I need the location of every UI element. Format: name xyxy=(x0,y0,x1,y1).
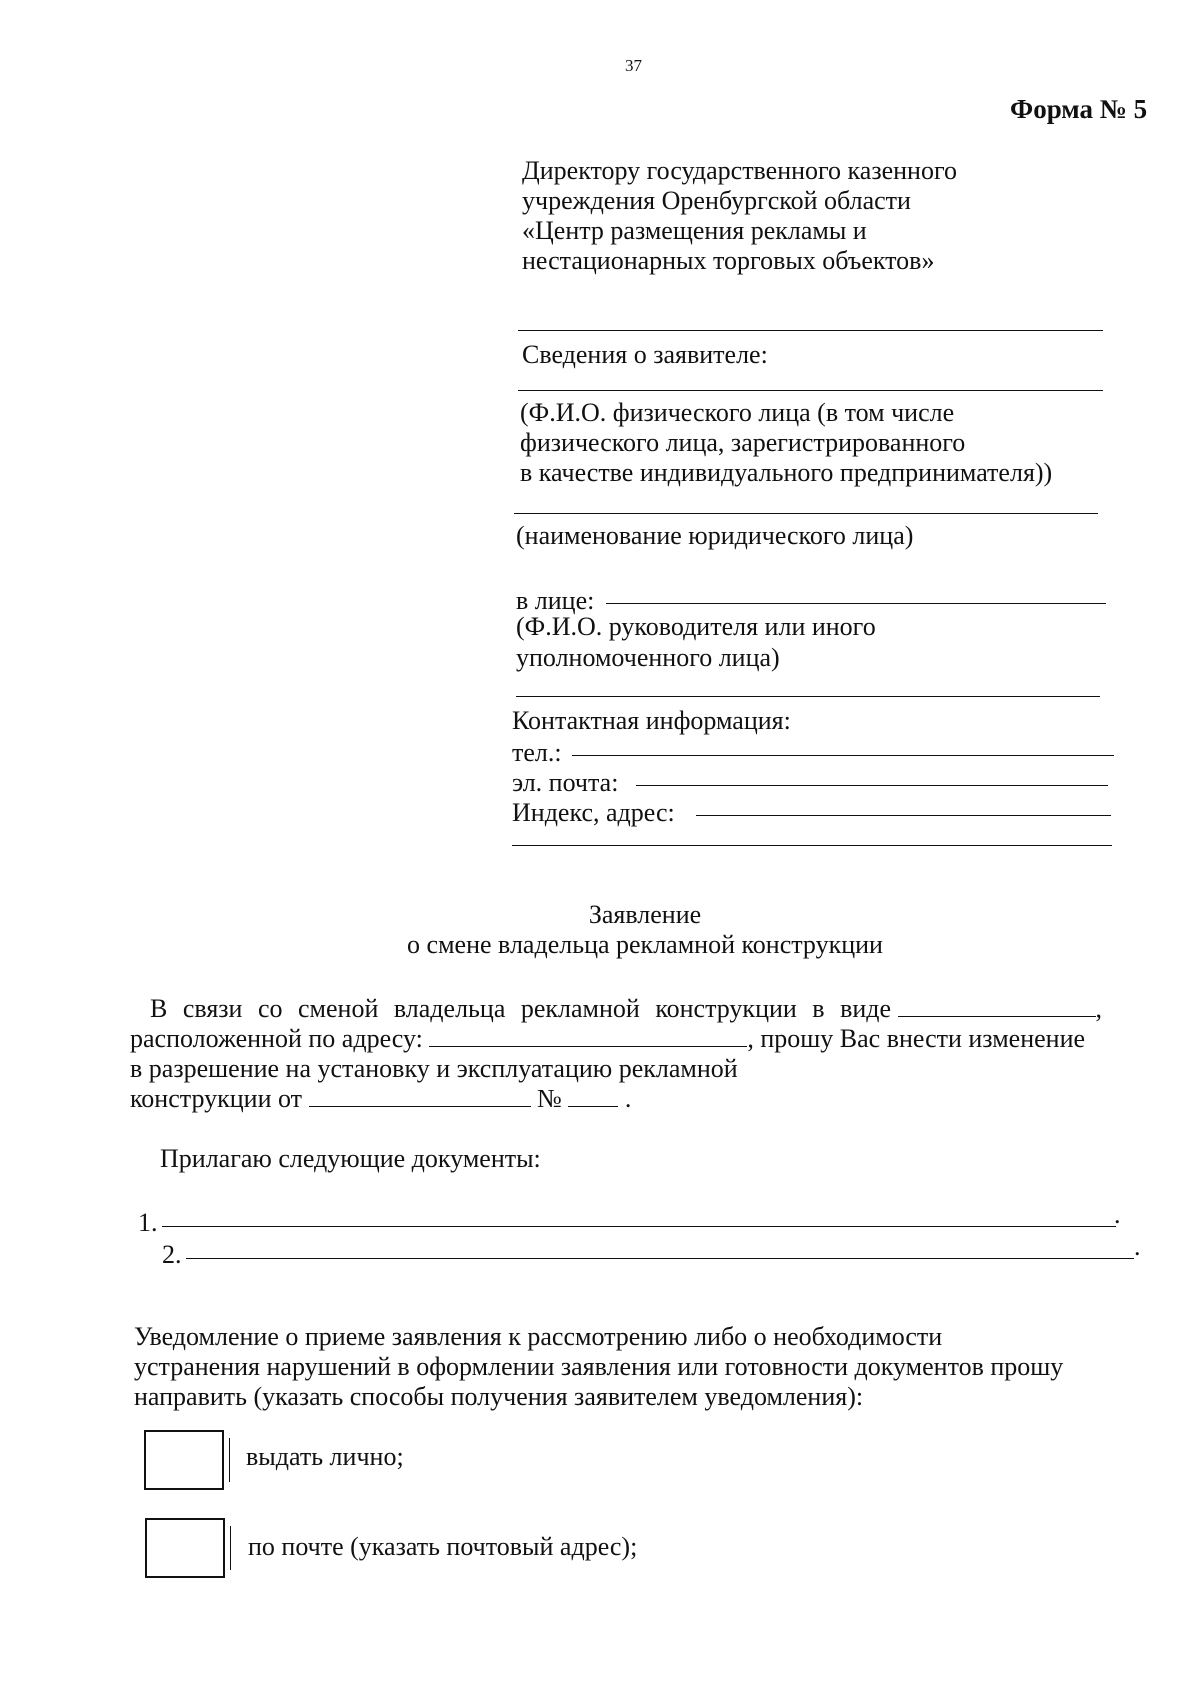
individual-hint: (Ф.И.О. физического лица (в том числе xyxy=(520,398,955,427)
body-line-1 xyxy=(150,994,1102,1024)
page-number: 37 xyxy=(625,56,642,75)
document-subtitle: о смене владельца рекламной конструкции xyxy=(407,930,883,959)
email-line[interactable] xyxy=(636,785,1108,786)
attachments-heading: Прилагаю следующие документы: xyxy=(160,1144,541,1173)
individual-hint: в качестве индивидуального предпринимателя)) xyxy=(520,458,1053,487)
email-label: эл. почта: xyxy=(512,768,619,797)
construction-type-field[interactable] xyxy=(898,994,1096,1017)
addressee-line: Директору государственного казенного xyxy=(522,156,957,185)
body-text: В связи со сменой владельца рекламной конструкции в виде xyxy=(150,994,892,1023)
attachment-line-2[interactable] xyxy=(186,1258,1134,1259)
permit-number-field[interactable] xyxy=(568,1084,618,1107)
legal-hint: (наименование юридического лица) xyxy=(516,521,914,550)
notification-line: направить (указать способы получения заявителем уведомления): xyxy=(134,1382,864,1411)
attachment-period: . xyxy=(1114,1200,1121,1229)
representative-hint: (Ф.И.О. руководителя или иного xyxy=(516,612,876,641)
phone-label: тел.: xyxy=(512,738,562,767)
construction-address-field[interactable] xyxy=(429,1024,747,1047)
body-text: , прошу Вас внести изменение xyxy=(747,1024,1086,1053)
document-title: Заявление xyxy=(588,900,702,929)
individual-name-line[interactable] xyxy=(518,390,1103,391)
attachment-item-number: 1. xyxy=(138,1208,158,1237)
address-line[interactable] xyxy=(696,815,1111,816)
body-line-2 xyxy=(130,1024,1085,1054)
phone-line[interactable] xyxy=(572,755,1114,756)
individual-hint: физического лица, зарегистрированного xyxy=(520,428,966,457)
representative-hint: уполномоченного лица) xyxy=(516,643,780,672)
option-checkbox-by-mail[interactable] xyxy=(145,1518,225,1578)
representative-name-line[interactable] xyxy=(606,603,1106,604)
addressee-line: нестационарных торговых объектов» xyxy=(522,246,935,275)
body-text: конструкции от xyxy=(130,1084,302,1113)
applicant-heading: Сведения о заявителе: xyxy=(522,340,768,369)
applicant-fill-line[interactable] xyxy=(518,330,1103,331)
notification-line: устранения нарушений в оформлении заявления или готовности документов прошу xyxy=(134,1352,1064,1381)
body-line-4 xyxy=(130,1084,631,1114)
period: . xyxy=(624,1084,632,1113)
body-text: расположенной по адресу: xyxy=(130,1024,423,1053)
address-label: Индекс, адрес: xyxy=(512,798,675,827)
attachment-item-number: 2. xyxy=(162,1240,182,1269)
represented-by-label: в лице: xyxy=(516,586,595,615)
representative-extra-line[interactable] xyxy=(516,696,1100,697)
number-sign: № xyxy=(537,1084,562,1113)
body-line-3: в разрешение на установку и эксплуатацию рекламной xyxy=(130,1054,738,1083)
addressee-line: «Центр размещения рекламы и xyxy=(522,216,867,245)
contacts-heading: Контактная информация: xyxy=(512,706,791,735)
attachment-line-1[interactable] xyxy=(162,1226,1116,1227)
option-label-by-mail: по почте (указать почтовый адрес); xyxy=(248,1532,638,1561)
attachment-period: . xyxy=(1134,1232,1141,1261)
option-label-in-person: выдать лично; xyxy=(246,1442,404,1471)
comma: , xyxy=(1095,994,1103,1023)
permit-date-field[interactable] xyxy=(309,1084,531,1107)
form-label: Форма № 5 xyxy=(1010,94,1148,124)
notification-line: Уведомление о приеме заявления к рассмотрению либо о необходимости xyxy=(134,1322,943,1351)
option-checkbox-in-person[interactable] xyxy=(144,1430,224,1490)
address-line-2[interactable] xyxy=(512,845,1112,846)
addressee-line: учреждения Оренбургской области xyxy=(522,186,911,215)
legal-name-line[interactable] xyxy=(514,513,1098,514)
